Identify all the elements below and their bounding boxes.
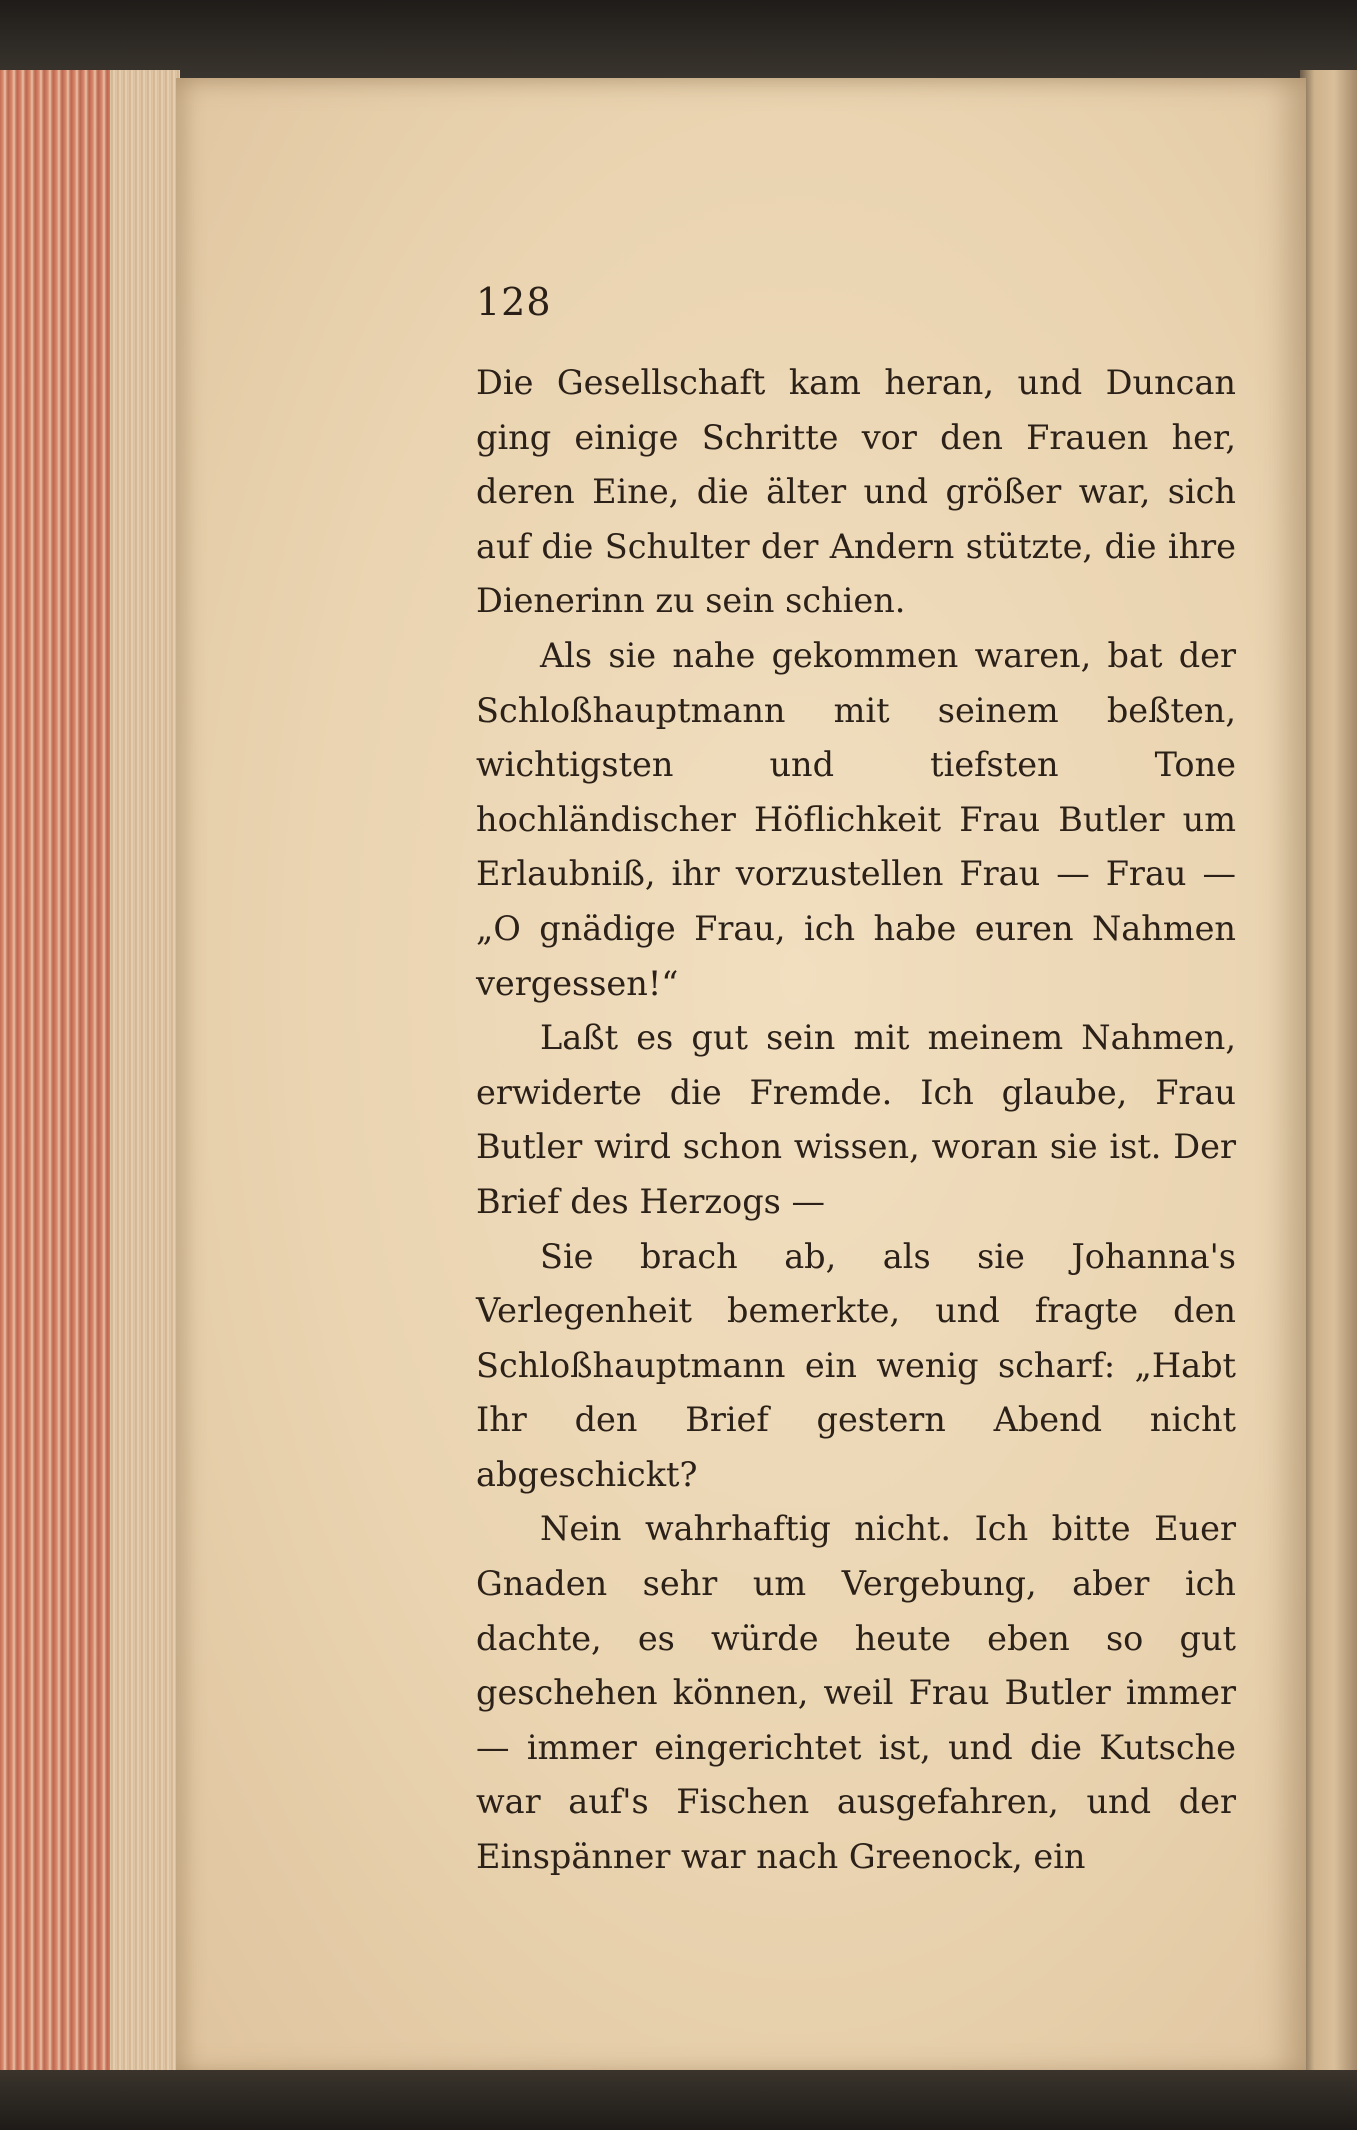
top-shadow bbox=[0, 0, 1357, 80]
paragraph: Sie brach ab, als sie Johanna's Verlegenheit bemerkte, und fragte den Schloßhauptmann ein wenig scharf: „Habt Ihr den Brief gestern Abend nicht abgeschickt? bbox=[476, 1236, 1236, 1494]
bottom-shadow bbox=[0, 2070, 1357, 2130]
paragraph: Die Gesellschaft kam heran, und Duncan ging einige Schritte vor den Frauen her, deren Eine, die älter und größer war, sich auf die Schulter der Andern stützte, die ihre Dienerinn zu sein schien. bbox=[476, 363, 1236, 621]
page-edges-inner bbox=[110, 70, 180, 2080]
paragraph: Als sie nahe gekommen waren, bat der Schloßhauptmann mit seinem beßten, wichtigsten und tiefsten Tone hochländischer Höflichkeit Frau Butler um Erlaubniß, ihr vorzustellen Frau — Frau — „O gnädige Frau, ich habe euren Nahmen vergessen!“ bbox=[476, 635, 1236, 1003]
paragraph: Laßt es gut sein mit meinem Nahmen, erwiderte die Fremde. Ich glaube, Frau Butler wird schon wissen, woran sie ist. Der Brief des Herzogs — bbox=[476, 1018, 1236, 1221]
page-number: 128 bbox=[476, 280, 552, 324]
gutter-right bbox=[1300, 70, 1357, 2070]
page-text bbox=[476, 356, 1236, 1885]
paragraph: Nein wahrhaftig nicht. Ich bitte Euer Gnaden sehr um Vergebung, aber ich dachte, es würde heute eben so gut geschehen können, weil Frau Butler immer — immer eingerichtet ist, und die Kutsche war auf's Fischen ausgefahren, und der Einspänner war nach Greenock, ein bbox=[476, 1509, 1236, 1877]
